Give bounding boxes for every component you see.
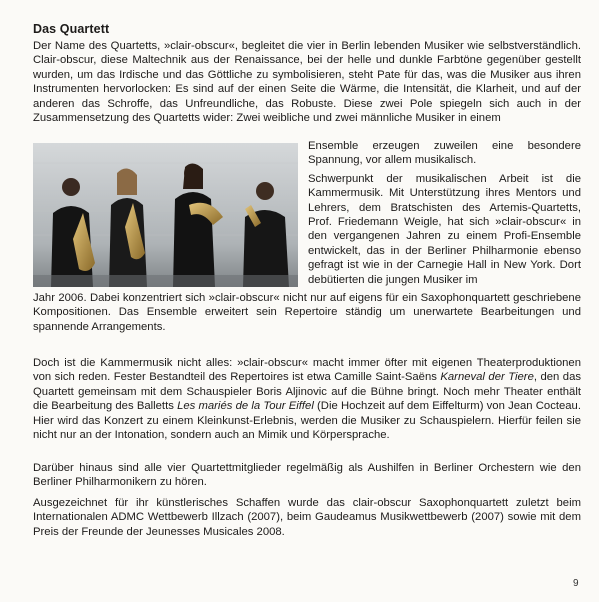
paragraph-tension: Ensemble erzeugen zuweilen eine besondere Spannung, vor allem musikalisch. [308,140,581,167]
theater-text-2: , den das Quartett gemeinsam mit dem Schauspieler Boris Aljinovic auf die Bühne bringt. Noch mehr Theater enthält die Bearbeitung des Balletts [33,371,581,413]
theater-text-3: (Die Hochzeit auf dem Eiffelturm) von Jean Cocteau. Hier wird das Konzert zu einem Kleinkunst-Erlebnis, werden die Musiker zu Schauspielern. Hierfür feilen sie nicht nur an der Intonation, sondern auch an Mimik und Körpersprache. [33,400,581,442]
theater-text-1: Doch ist die Kammermusik nicht alles: »clair-obscur« macht immer öfter mit eigenen Theaterproduktionen von sich reden. Fester Bestandteil des Repertoires ist etwa Camille Saint-Saëns [33,357,581,384]
quartet-photo [33,143,298,287]
paragraph-name-origin: Der Name des Quartetts, »clair-obscur«, begleitet die vier in Berlin lebenden Musiker wie selbstverständlich. Clair-obscur, diese Maltechnik aus der Renaissance, bei der helle und dunkle Farbtöne gegenüber gestellt wurden, um das Irdische und das Göttliche zu symbolisieren, steht Pate für das, was die Musiker aus ihren Instrumenten hervorlocken: Es sind auf der einen Seite die Wärme, die Intensität, die Klarheit, und auf der anderen das Schroffe, das Unfreundliche, das Robuste. Diese zwei Pole spiegeln sich auch in der Zusammensetzung des Quartetts wider: Zwei weibliche und zwei männliche Musiker in einem [33,40,581,125]
paragraph-beside-photo [308,139,581,287]
section-heading: Das Quartett [33,22,110,36]
title-karneval: Karneval der Tiere [440,371,534,384]
page-number: 9 [573,578,579,589]
paragraph-theater [33,356,581,442]
title-les-maries: Les mariés de la Tour Eiffel [177,400,314,413]
photo-illustration [33,143,298,287]
paragraph-repertoire: Jahr 2006. Dabei konzentriert sich »clair-obscur« nicht nur auf eigens für ein Saxophonquartett geschriebene Kompositionen. Das Ensemble erweitert sein Repertoire ständig um unerwartete Bearbeitungen und spannende Arrangements. [33,292,581,333]
paragraph-orchestras: Darüber hinaus sind alle vier Quartettmitglieder regelmäßig als Aushilfen in Berliner Orchestern wie den Berliner Philharmonikern zu hören. [33,462,581,489]
paragraph-chamber-music: Schwerpunkt der musikalischen Arbeit ist die Kammermusik. Mit Unterstützung ihres Mentors und Lehrers, dem Bratschisten des Artemis-Quartetts, Prof. Friedemann Weigle, hat sich »clair-obscur« in den vergangenen Jahren zu einem Profi-Ensemble entwickelt, das in der Berliner Philharmonie ebenso gefragt ist wie in der Carnegie Hall in New York. Dort debütierten die jungen Musiker im [308,172,581,286]
paragraph-awards: Ausgezeichnet für ihr künstlerisches Schaffen wurde das clair-obscur Saxophonquartett zuletzt beim Internationalen ADMC Wettbewerb Illzach (2007), beim Gaudeamus Musikwettbewerb (2007) sowie mit dem Preis der Freunde der Jeunesses Musicales 2008. [33,497,581,538]
